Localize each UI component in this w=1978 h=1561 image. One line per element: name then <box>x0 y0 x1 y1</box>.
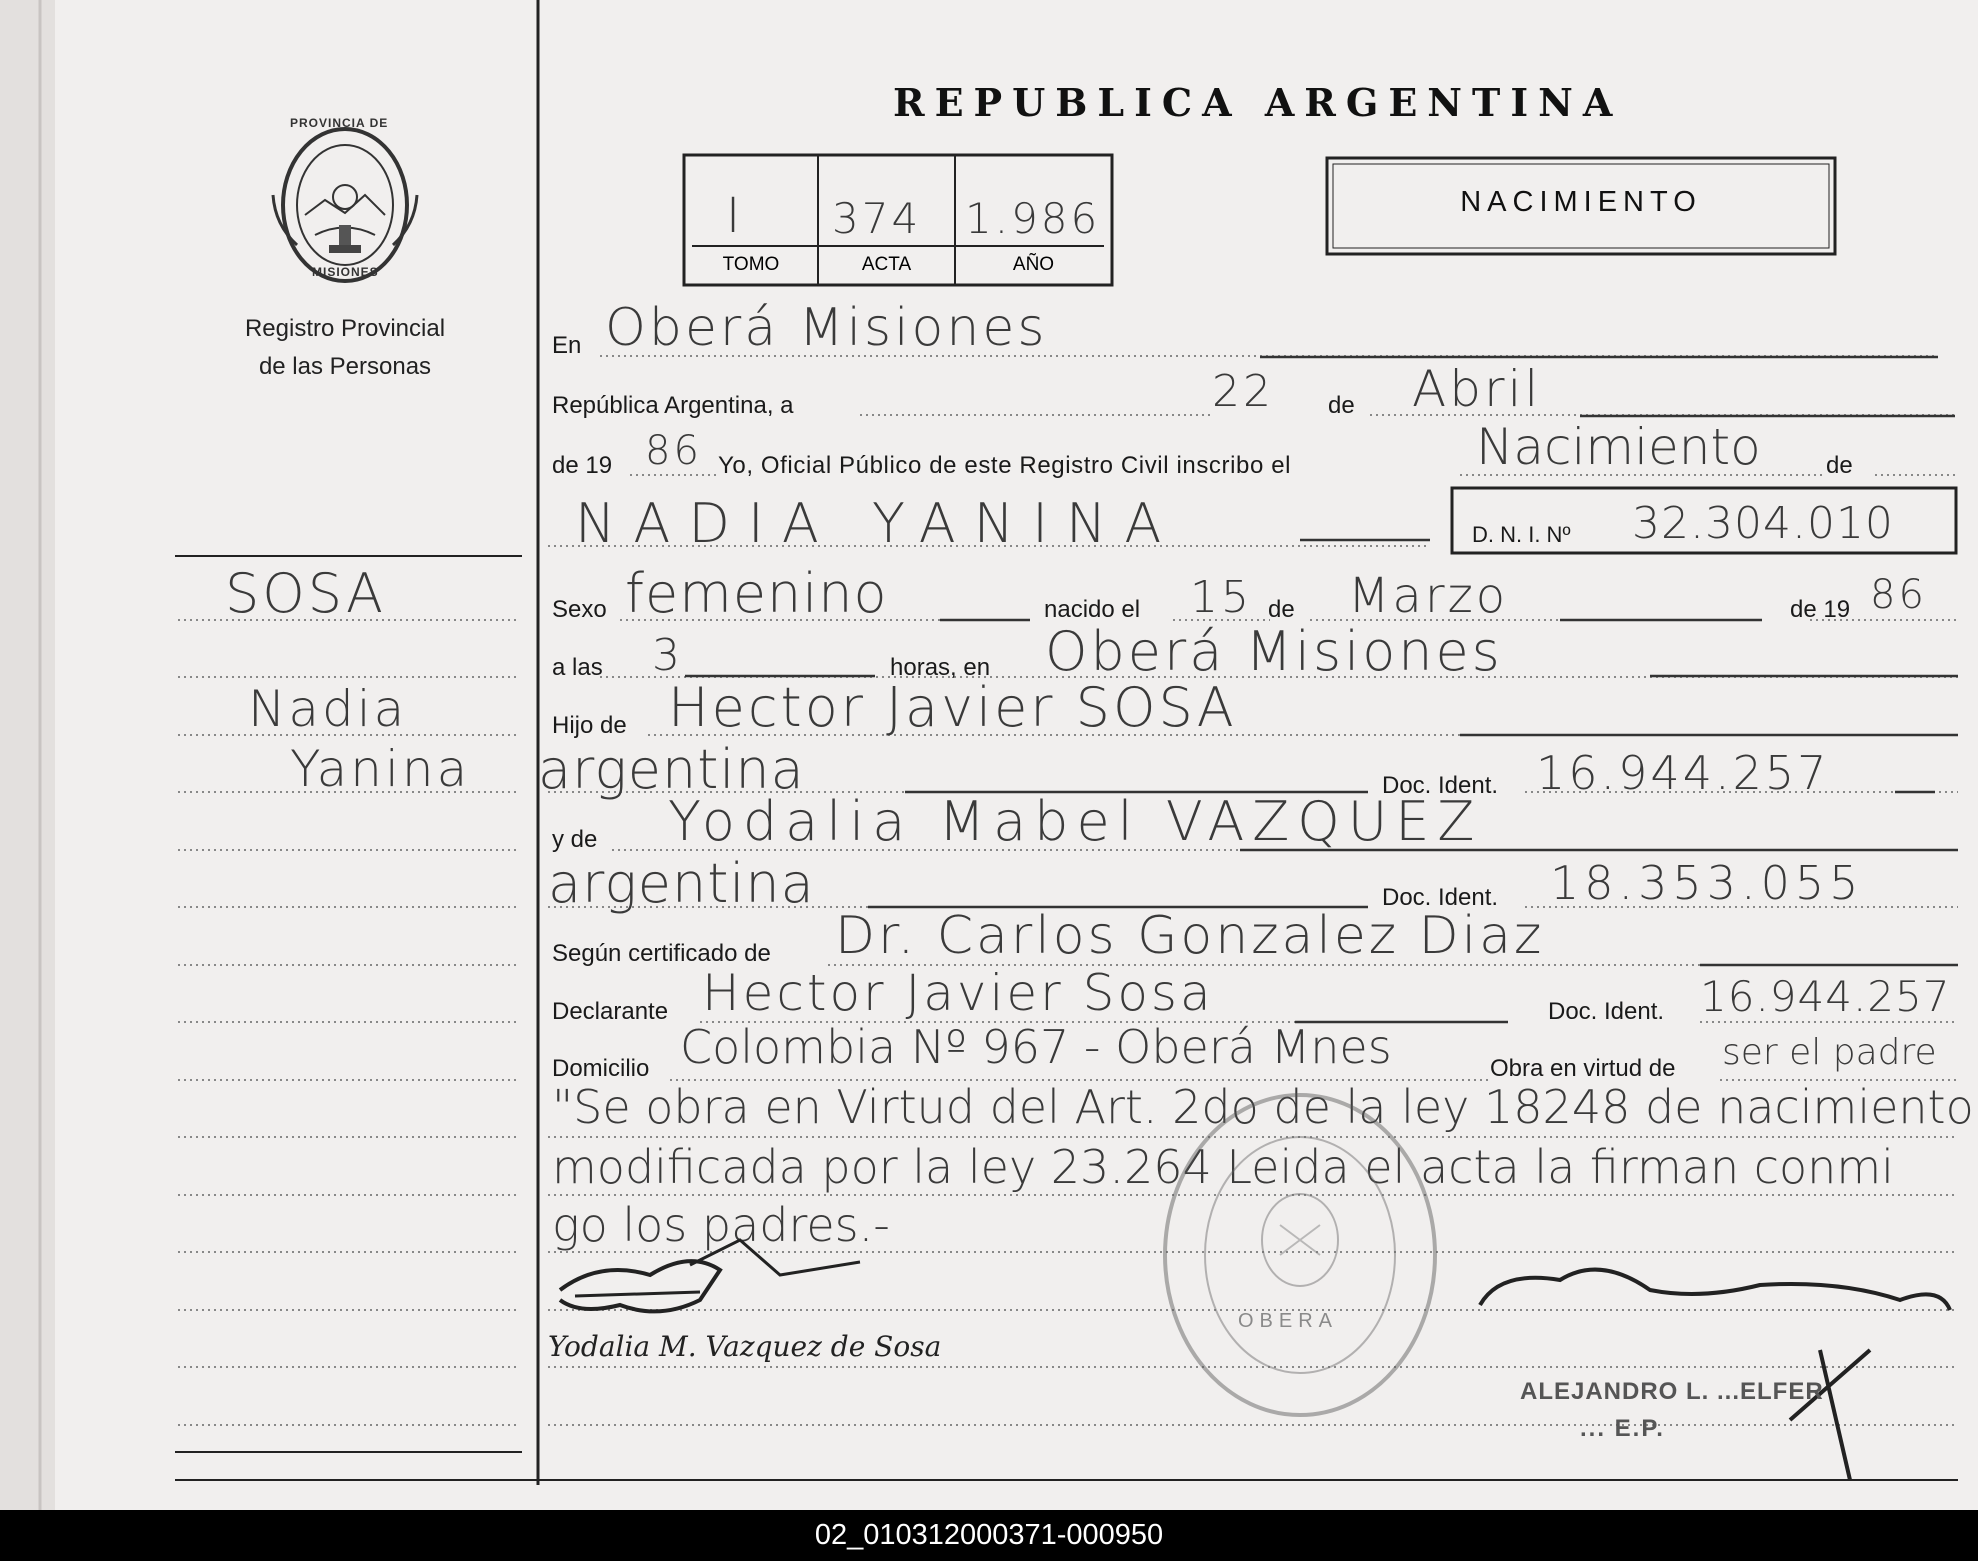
birth-month-value: Marzo <box>1348 568 1509 624</box>
birth-place-value: Oberá Misiones <box>1045 620 1503 683</box>
mother-name-value: Yodalia Mabel VAZQUEZ <box>668 790 1483 853</box>
note-line-3: go los padres.- <box>552 1198 890 1252</box>
de-label-3: de <box>1268 596 1295 623</box>
mother-signature: Yodalia M. Vazquez de Sosa <box>548 1330 942 1363</box>
declarante-value: Hector Javier Sosa <box>702 964 1214 1022</box>
dni-label: D. N. I. Nº <box>1472 522 1571 547</box>
doc-ident-label-3: Doc. Ident. <box>1548 998 1665 1025</box>
hour-value: 3 <box>652 630 683 681</box>
registry-line-2: de las Personas <box>258 353 432 380</box>
year-value: 86 <box>645 428 702 474</box>
seal-top-text: PROVINCIA DE <box>290 116 389 130</box>
mother-doc-value: 18.353.055 <box>1550 856 1864 910</box>
doc-ident-label-2: Doc. Ident. <box>1382 884 1499 911</box>
tomo-value: I <box>726 188 744 244</box>
note-line-1: "Se obra en Virtud del Art. 2do de la ley 18248 de nacimiento <box>552 1080 1974 1134</box>
yde-label: y de <box>552 826 598 853</box>
declarante-doc-value: 16.944.257 <box>1700 972 1951 1021</box>
ano-value: 1.986 <box>965 194 1101 243</box>
margin-given-2: Yanina <box>290 740 471 798</box>
obra-label: Obra en virtud de <box>1490 1055 1676 1082</box>
act-type-value: Nacimiento <box>1476 418 1761 476</box>
declarante-label: Declarante <box>552 998 669 1025</box>
certificate-value: Dr. Carlos Gonzalez Diaz <box>835 906 1545 966</box>
sexo-value: femenino <box>625 562 888 625</box>
margin-surname: SOSA <box>225 562 387 625</box>
de-label-1: de <box>1328 392 1355 419</box>
obra-value: ser el padre <box>1722 1032 1937 1073</box>
republica-label: República Argentina, a <box>552 392 794 419</box>
yo-label: Yo, Oficial Público de este Registro Civil inscribo el <box>718 452 1292 479</box>
birth-day-value: 15 <box>1190 572 1252 623</box>
acta-label: ACTA <box>861 254 912 275</box>
seal-bottom-text: MISIONES <box>312 265 379 279</box>
official-title: ... E.P. <box>1580 1415 1665 1442</box>
official-name: ALEJANDRO L. ...ELFER <box>1520 1378 1824 1405</box>
birth-year-value: 86 <box>1870 572 1927 618</box>
de-label-2: de <box>1826 452 1853 479</box>
day-value: 22 <box>1212 366 1274 417</box>
registry-line-1: Registro Provincial <box>244 315 446 342</box>
horas-label: horas, en <box>890 654 991 681</box>
image-id-footer: 02_010312000371-000950 <box>0 1510 1978 1561</box>
stamp-city: OBERA <box>1238 1310 1339 1332</box>
alas-label: a las <box>552 654 603 681</box>
ano-label: AÑO <box>1012 254 1055 275</box>
sexo-label: Sexo <box>552 596 607 623</box>
de19-label: de 19 <box>552 452 613 479</box>
dni-value: 32.304.010 <box>1632 498 1894 549</box>
margin-given-1: Nadia <box>248 680 408 738</box>
en-value: Oberá Misiones <box>605 298 1048 358</box>
de19-label-2: de 19 <box>1790 596 1851 623</box>
father-name-value: Hector Javier SOSA <box>668 676 1237 739</box>
doc-ident-label-1: Doc. Ident. <box>1382 772 1499 799</box>
mother-nationality-value: argentina <box>548 852 815 915</box>
hijo-label: Hijo de <box>552 712 627 739</box>
father-doc-value: 16.944.257 <box>1536 746 1830 800</box>
domicilio-label: Domicilio <box>552 1055 650 1082</box>
en-label: En <box>552 332 582 359</box>
country-title: REPUBLICA ARGENTINA <box>893 80 1623 125</box>
nacido-label: nacido el <box>1044 596 1141 623</box>
month-value: Abril <box>1412 360 1542 418</box>
tomo-label: TOMO <box>722 254 780 275</box>
father-nationality-value: argentina <box>538 738 805 801</box>
acta-value: 374 <box>832 194 922 243</box>
child-name-value: NADIA YANINA <box>575 492 1180 555</box>
segun-label: Según certificado de <box>552 940 771 967</box>
document-type: NACIMIENTO <box>1460 186 1702 218</box>
note-line-2: modificada por la ley 23.264 Leida el acta la firman conmi <box>552 1140 1894 1194</box>
domicilio-value: Colombia Nº 967 - Oberá Mnes <box>680 1020 1392 1074</box>
